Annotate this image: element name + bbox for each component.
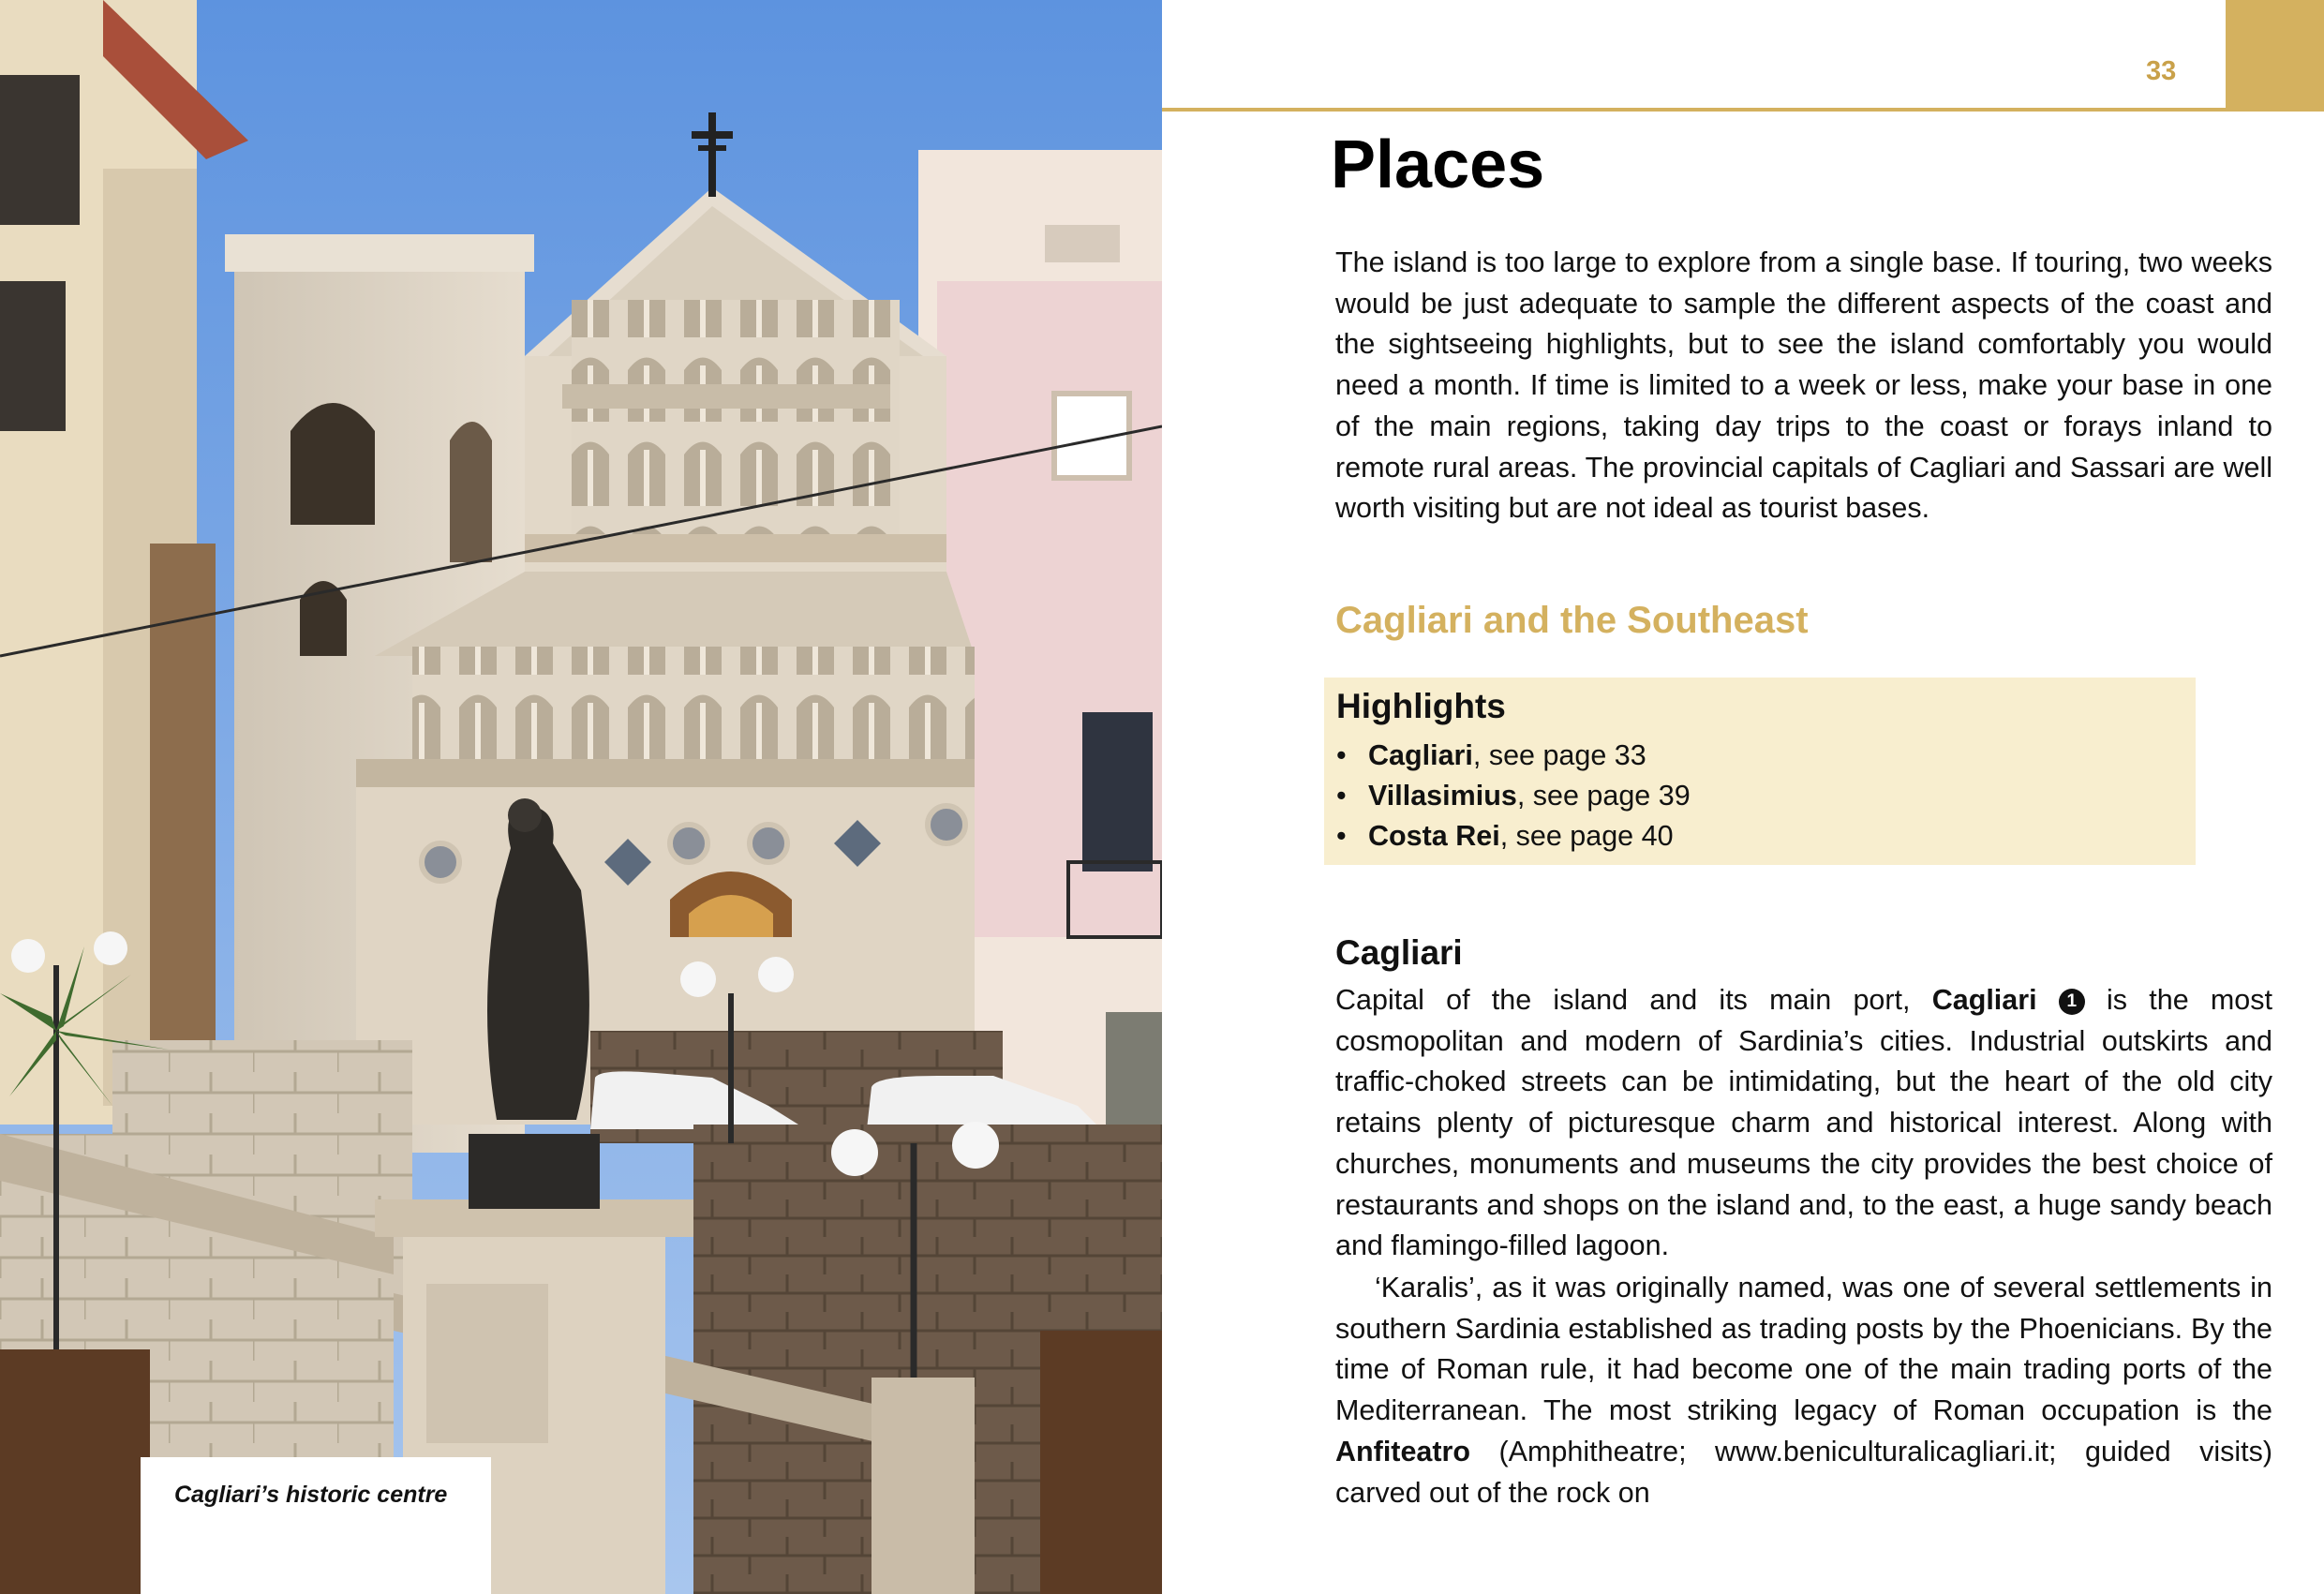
highlights-box [1324,678,2196,865]
p2-text-start: ‘Karalis’, as it was originally named, was one of several settlements in southern Sardinia established as trading posts by the Phoenicians. By the time of Roman rule, it had become one of the main trading ports of the Mediterranean. The most striking legacy of Roman occupation is the [1335,1272,2272,1427]
map-marker-icon: 1 [2059,989,2085,1015]
p1-text-end: is the most cosmopolitan and modern of Sardinia’s cities. Industrial outskirts and traffic-choked streets can be intimidating, but the heart of the old city retains plenty of picturesque charm and historical interest. Along with churches, monuments and museums the city provides the best choice of restaurants and shops on the island and, to the east, a huge sandy beach and flamingo-filled lagoon. [1335,984,2272,1262]
intro-paragraph: The island is too large to explore from a single base. If touring, two weeks would be just adequate to sample the different aspects of the coast and the sightseeing highlights, but to see the island comfortably you would need a month. If time is limited to a week or less, make your base in one of the main regions, taking day trips to the coast or forays inland to remote rural areas. The provincial capitals of Cagliari and Sassari are well worth visiting but are not ideal as tourist bases. [1335,246,2272,525]
p1-text-start: Capital of the island and its main port, [1335,984,1932,1016]
cagliari-paragraph-1 [1335,980,2272,1267]
p1-bold-cagliari: Cagliari [1931,984,2037,1016]
highlight-name: Cagliari [1368,739,1473,771]
page-number: 33 [2146,56,2177,86]
cagliari-paragraph-2 [1335,1268,2272,1513]
highlight-item [1324,776,1691,816]
text-page [1162,0,2324,1594]
bullet-icon: • [1336,820,1347,852]
cagliari-heading: Cagliari [1335,933,1463,972]
page-tab [2226,0,2324,112]
highlights-list [1324,736,1691,857]
highlight-item [1324,816,1691,857]
bullet-icon: • [1336,780,1347,812]
highlight-item [1324,736,1691,776]
bullet-icon: • [1336,739,1347,771]
photo-caption: Cagliari’s historic centre [174,1482,448,1508]
highlight-ref: , see page 33 [1472,739,1646,771]
header-rule [1162,108,2226,112]
highlight-ref: , see page 39 [1516,780,1691,812]
photo-caption-box [141,1457,491,1594]
highlight-name: Costa Rei [1368,820,1500,852]
section-title: Cagliari and the Southeast [1335,600,1809,641]
highlight-name: Villasimius [1368,780,1517,812]
highlights-title: Highlights [1336,687,1506,725]
p2-text-end: (Amphitheatre; www.beniculturalicagliari.it; guided visits) carved out of the rock on [1335,1435,2272,1509]
p2-bold-anfiteatro: Anfiteatro [1335,1435,1471,1467]
page-title: Places [1331,127,1545,202]
highlight-ref: , see page 40 [1499,820,1674,852]
